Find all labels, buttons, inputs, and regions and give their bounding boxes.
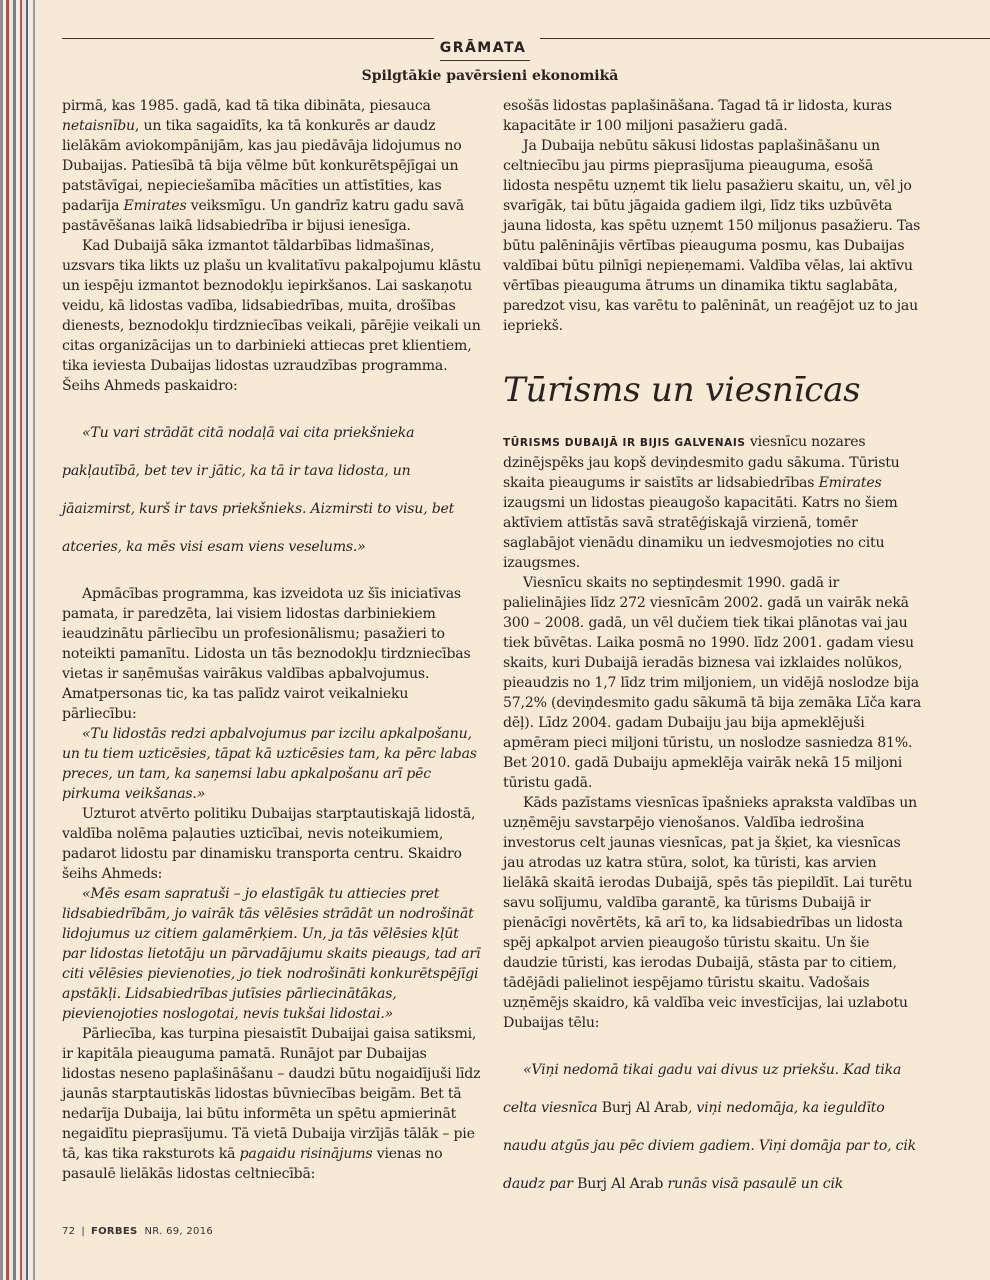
left-column — [62, 96, 482, 1184]
section-title: Spilgtākie pavērsieni ekonomikā — [361, 68, 619, 84]
subheading: Tūrisms un viesnīcas — [503, 370, 861, 410]
quote: «Tu lidostās redzi apbalvojumus par izcilu apkalpošanu, un tu tiem uzticēsies, tāpat kā uzticēsies tam, ka pērc labas preces, un tam, ka saņemsi labu apkalpošanu arī pēc pirkuma veikšanas.» — [62, 726, 477, 802]
paragraph: Viesnīcu skaits no septiņdesmit 1990. gadā ir palielinājies līdz 272 viesnīcām 2002. gadā un vairāk nekā 300 – 2008. gadā, un vēl dučiem tiek tikai plānotas vai jau tiek būvētas. Laika posmā no 1990. līdz 2001. gadam viesu skaits, kuri Dubaijā ieradās biznesa vai izklaides nolūkos, pieaudzis no 1,7 līdz trim miljoniem, un vidējā noslodze bija 57,2% (deviņdesmito gadu sākumā tā bija zemāka Līča kara dēļ). Līdz 2004. gadam Dubaiju jau bija apmeklējuši apmēram pieci miljoni tūristu, un noslodze sasniedza 81%. Bet 2010. gadā Dubaiju apmeklēja vairāk nekā 15 miljoni tūristu gadā. — [503, 575, 922, 791]
pull-quote-block — [503, 1051, 923, 1203]
pull-quote-block — [62, 414, 482, 566]
page-edge-strips — [0, 0, 42, 1280]
pull-quote: «Viņi nedomā tikai gadu vai divus uz priekšu. Kad tika celta viesnīca Burj Al Arab, viņi nedomāja, ka ieguldīto naudu atgūs jau pēc diviem gadiem. Viņi domāja par to, cik daudz par Burj Al Arab runās visā pasaulē un cik — [503, 1062, 917, 1192]
paragraph: esošās lidostas paplašināšana. Tagad tā ir lidosta, kuras kapacitāte ir 100 miljoni pasažieru gadā. — [503, 98, 892, 134]
section-label: GRĀMATA — [439, 40, 527, 56]
paragraph: pirmā, kas 1985. gadā, kad tā tika dibināta, piesauca netaisnību, un tika sagaidīts, ka tā konkurēs ar daudz lielākām aviokompānijām, kas jau piedāvāja lidojumus no Dubaijas. Patiesībā tā bija vēlme būt konkurētspējīgai un patstāvīgai, nepieciešamība mācīties un attīstīties, kas padarīja Emirates veiksmīgu. Un gandrīz katru gadu savā pastāvēšanas laikā lidsabiedrība ir bijusi ienesīga. — [62, 98, 464, 234]
paragraph: Apmācības programma, kas izveidota uz šīs iniciatīvas pamata, ir paredzēta, lai visiem lidostas darbiniekiem ieaudzinātu pārliecību un profesionālismu; pasažieri to noteikti pamanītu. Lidosta un tās beznodokļu tirdzniecības vietas ir saņēmušas vairākus valdības apbalvojumus. Amatpersonas tic, ka tas palīdz vairot veikalnieku pārliecību: — [62, 586, 471, 722]
pull-quote: «Tu vari strādāt citā nodaļā vai cita priekšnieka pakļautībā, bet tev ir jātic, ka tā ir tava lidosta, un jāaizmirst, kurš ir tavs priekšnieks. Aizmirsti to visu, bet atceries, ka mēs visi esam viens veselums.» — [62, 425, 455, 555]
paragraph: Kāds pazīstams viesnīcas īpašnieks apraksta valdības un uzņēmēju savstarpējo vienošanos. Valdība iedrošina investorus celt jaunas viesnīcas, pat ja šķiet, ka viesnīcas jau atrodas uz katra stūra, solot, ka tūristi, kas arvien lielākā skaitā ierodas Dubaijā, spēs tās piepildīt. Lai turētu savu solījumu, valdība garantē, ka tūrisms Dubaijā ir pienācīgi novērtēts, kā arī to, ka lidsabiedrības un lidosta spēj apkalpot arvien pieaugošo tūristu skaitu. Un šie daudzie tūristi, kas ierodas Dubaijā, stāsta par to citiem, tādējādi palielinot iespējamo tūristu skaitu. Vadošais uzņēmējs skaidro, kā valdība veic investīcijas, lai uzlabotu Dubaijas tēlu: — [503, 795, 917, 1031]
paragraph: Uzturot atvērto politiku Dubaijas starptautiskajā lidostā, valdība nolēma paļauties uzticībai, nevis noteikumiem, padarot lidostu par dinamisku transporta centru. Skaidro šeihs Ahmeds: — [62, 806, 476, 882]
right-column — [503, 96, 923, 1221]
paragraph: TŪRISMS DUBAIJĀ IR BIJIS GALVENAIS viesnīcu nozares dzinējspēks jau kopš deviņdesmito gadu sākuma. Tūristu skaita pieaugums ir saistīts ar lidsabiedrības Emirates izaugsmi un lidostas pieaugošo kapacitāti. Katrs no šiem aktīviem attīstās savā stratēģiskajā virzienā, tomēr saglabājot vienādu dinamiku un iedvesmojoties no citu izaugsmes. — [503, 434, 900, 571]
page-number: 72 — [62, 1226, 76, 1237]
issue-number: NR. 69, 2016 — [144, 1226, 214, 1237]
header-rule-right — [540, 38, 990, 39]
paragraph: Ja Dubaija nebūtu sākusi lidostas paplašināšanu un celtniecību jau pirms pieprasījuma pieauguma, esošā lidosta nespētu uzņemt tik lielu pasažieru skaitu, un, vēl jo svarīgāk, tai būtu jāgaida gadiem ilgi, līdz tiks uzbūvēta jauna lidosta, kas spētu uzņemt 150 miljonus pasažieru. Tas būtu palēninājis vērtības pieauguma posmu, kas Dubaijas valdībai būtu pilnīgi nepieņemami. Valdība vēlas, lai aktīvu vērtības pieauguma ātrums un dinamika tiktu saglabāta, paredzot visu, kas varētu to palēnināt, un reaģējot uz to jau iepriekš. — [503, 138, 921, 334]
page-footer: 72 | FORBES NR. 69, 2016 — [62, 1226, 214, 1237]
lead-in: TŪRISMS DUBAIJĀ IR BIJIS GALVENAIS — [503, 437, 746, 449]
section-underline — [440, 60, 530, 61]
quote: «Mēs esam sapratuši – jo elastīgāk tu attiecies pret lidsabiedrībām, jo vairāk tās vēlēsies strādāt un nodrošināt lidojumus uz citiem galamērķiem. Un, ja tās vēlēsies kļūt par lidostas lietotāju un pārvadājumu skaits pieaugs, tad arī citi vēlēsies pievienoties, jo tiek nodrošināti konkurētspējīgi apstākļi. Lidsabiedrības jutīsies pārliecinātākas, pievienojoties noslogotai, nevis tukšai lidostai.» — [62, 886, 481, 1022]
paragraph: Pārliecība, kas turpina piesaistīt Dubaijai gaisa satiksmi, ir kapitāla pieauguma pamatā. Runājot par Dubaijas lidostas neseno paplašināšanu – daudzi būtu nogaidījuši līdz jaunās starptautiskās lidostas būvniecības beigām. Bet tā nedarīja Dubaija, lai būtu informēta un spētu apmierināt negaidītu pieprasījumu. Tā vietā Dubaija virzījās tālāk – pie tā, kas tika raksturots kā pagaidu risinājums vienas no pasaulē lielākās lidostas celtniecībā: — [62, 1026, 481, 1182]
header-rule-left — [62, 38, 434, 39]
magazine-brand: FORBES — [91, 1226, 138, 1237]
paragraph: Kad Dubaijā sāka izmantot tāldarbības lidmašīnas, uzsvars tika likts uz plašu un kvalitatīvu pakalpojumu klāstu un iespēju izmantot beznodokļu iepirkšanos. Lai saskaņotu veidu, kā lidostas vadība, lidsabiedrības, muita, drošības dienests, beznodokļu tirdzniecības veikali, pārējie veikali un citas organizācijas un to darbinieki attiecas pret klientiem, tika ieviesta Dubaijas lidostas uzraudzības programma. Šeihs Ahmeds paskaidro: — [62, 238, 482, 394]
